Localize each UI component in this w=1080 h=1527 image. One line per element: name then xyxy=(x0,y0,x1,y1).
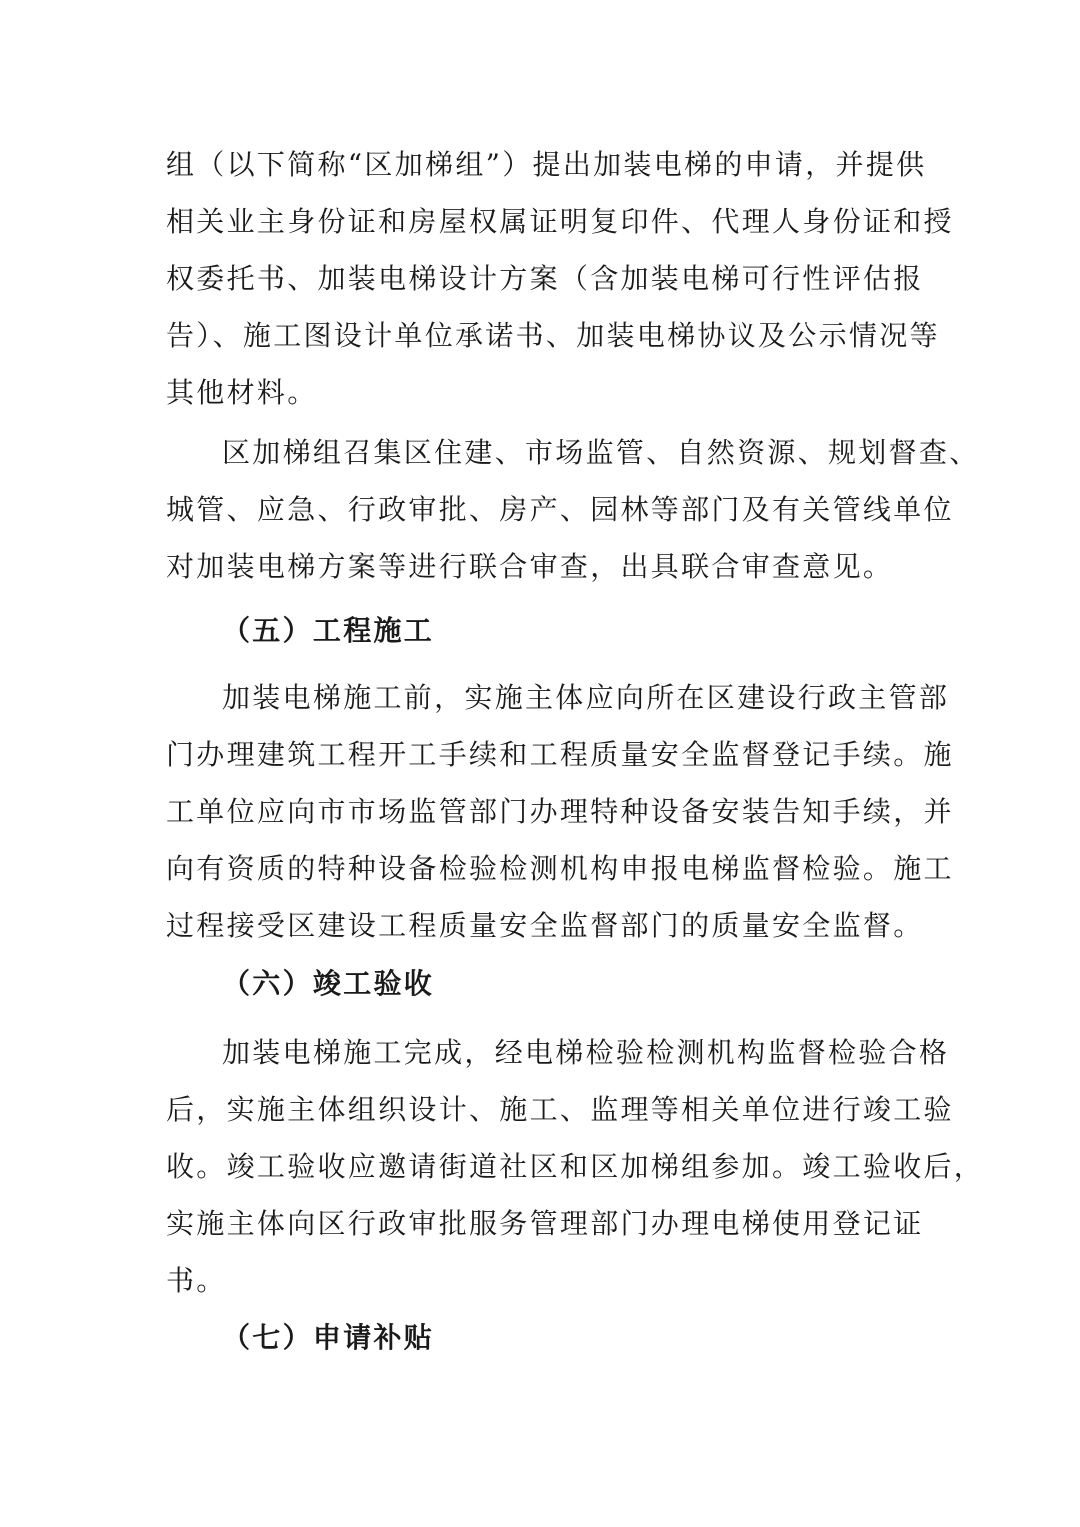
text-line: 组（以下简称“区加梯组”）提出加装电梯的申请，并提供 xyxy=(166,148,927,181)
paragraph-application-materials xyxy=(166,136,954,421)
text-line: 加装电梯施工完成，经电梯检验检测机构监督检验合格 xyxy=(222,1036,950,1069)
section-heading-construction: （五）工程施工 xyxy=(222,614,435,647)
section-heading-subsidy: （七）申请补贴 xyxy=(222,1321,435,1354)
paragraph-acceptance xyxy=(166,1024,985,1309)
text-line: 过程接受区建设工程质量安全监督部门的质量安全监督。 xyxy=(166,909,924,942)
text-line: 其他材料。 xyxy=(166,376,318,409)
text-line: 收。竣工验收应邀请街道社区和区加梯组参加。竣工验收后， xyxy=(166,1150,985,1183)
text-line: 区加梯组召集区住建、市场监管、自然资源、规划督查、 xyxy=(222,436,980,469)
text-line: 后，实施主体组织设计、施工、监理等相关单位进行竣工验 xyxy=(166,1093,954,1126)
text-line: 对加装电梯方案等进行联合审查，出具联合审查意见。 xyxy=(166,550,894,583)
section-heading-acceptance: （六）竣工验收 xyxy=(222,967,435,1000)
paragraph-joint-review xyxy=(166,424,980,595)
text-line: 告）、施工图设计单位承诺书、加装电梯协议及公示情况等 xyxy=(166,319,940,352)
text-line: 加装电梯施工前，实施主体应向所在区建设行政主管部 xyxy=(222,681,950,714)
text-line: 实施主体向区行政审批服务管理部门办理电梯使用登记证 xyxy=(166,1207,924,1240)
text-line: 权委托书、加装电梯设计方案（含加装电梯可行性评估报 xyxy=(166,262,924,295)
text-line: 相关业主身份证和房屋权属证明复印件、代理人身份证和授 xyxy=(166,205,954,238)
text-line: 书。 xyxy=(166,1264,227,1297)
text-line: 城管、应急、行政审批、房产、园林等部门及有关管线单位 xyxy=(166,493,954,526)
text-line: 门办理建筑工程开工手续和工程质量安全监督登记手续。施 xyxy=(166,738,954,771)
text-line: 工单位应向市市场监管部门办理特种设备安装告知手续，并 xyxy=(166,795,954,828)
paragraph-construction xyxy=(166,669,954,954)
text-line: 向有资质的特种设备检验检测机构申报电梯监督检验。施工 xyxy=(166,852,954,885)
